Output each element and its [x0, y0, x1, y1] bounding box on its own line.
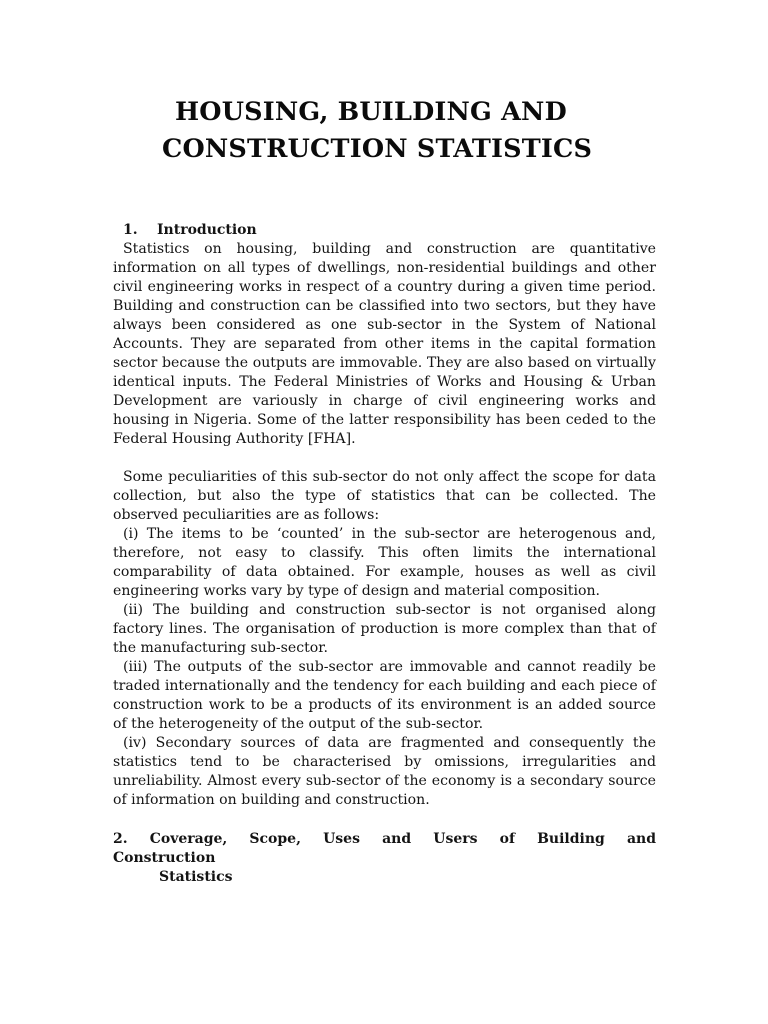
section-1-heading [113, 220, 656, 240]
peculiarity-item-2: (ii) The building and construction sub-sector is not organised along factory lines. The organisation of production is more complex than that of the manufacturing sub-sector. [113, 602, 656, 656]
peculiarity-item-4: (iv) Secondary sources of data are fragmented and consequently the statistics tend to be characterised by omissions, irregularities and unreliability. Almost every sub-sector of the economy is a secondary source of information on building and construction. [113, 735, 656, 808]
peculiarity-item-1: (i) The items to be ‘counted’ in the sub-sector are heterogenous and, therefore, not easy to classify. This often limits the international comparability of data obtained. For example, houses as well as civil engineering works vary by type of design and material composition. [113, 526, 656, 599]
intro-paragraph-1: Statistics on housing, building and construction are quantitative information on all types of dwellings, non-residential buildings and other civil engineering works in respect of a country during a given time period. Building and construction can be classified into two sectors, but they have always been considered as one sub-sector in the System of National Accounts. They are separated from other items in the capital formation sector because the outputs are immovable. They are also based on virtually identical inputs. The Federal Ministries of Works and Housing & Urban Development are variously in charge of civil engineering works and housing in Nigeria. Some of the latter responsibility has been ceded to the Federal Housing Authority [FHA]. [113, 241, 656, 447]
section-1-number: 1. [123, 222, 138, 238]
peculiarity-item-3: (iii) The outputs of the sub-sector are immovable and cannot readily be traded internationally and the tendency for each building and each piece of construction work to be a products of its environment is an added source of the heterogeneity of the output of the sub-sector. [113, 659, 656, 732]
title-line-2: CONSTRUCTION STATISTICS [162, 134, 593, 164]
section-2-heading-line-3: Statistics [159, 869, 233, 885]
document-title [0, 94, 768, 168]
section-1-title: Introduction [157, 222, 257, 238]
paragraph-gap [113, 449, 656, 468]
document-body [113, 220, 656, 887]
intro-paragraph-2: Some peculiarities of this sub-sector do not only affect the scope for data collection, but also the type of statistics that can be collected. The observed peculiarities are as follows: [113, 469, 656, 523]
section-2-heading-line-1: 2. Coverage, Scope, Uses and Users of Building and [113, 831, 656, 847]
title-line-1: HOUSING, BUILDING AND [175, 97, 567, 127]
section-2-heading-line-2: Construction [113, 850, 216, 866]
